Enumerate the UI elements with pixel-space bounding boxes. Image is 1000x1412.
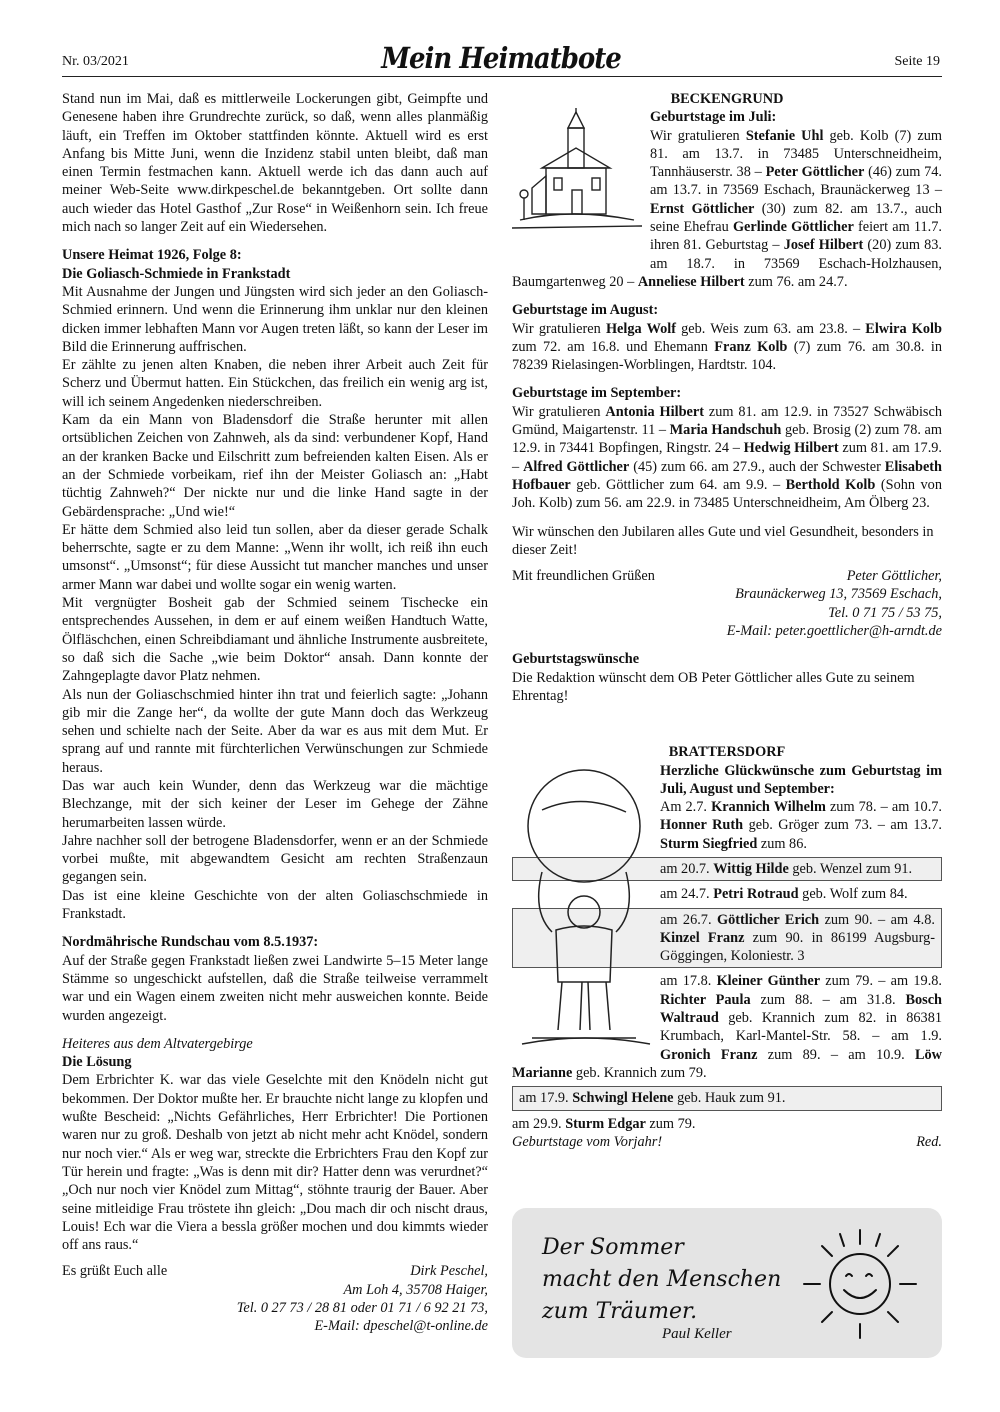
page-number: Seite 19 (894, 54, 940, 69)
quote-box (512, 1208, 942, 1358)
sun-icon (794, 1222, 924, 1348)
regards-name: Peter Göttlicher, (846, 568, 942, 585)
story-paragraph: Er zählte zu jenen alten Knaben, die neben ihrer Arbeit auch Zeit für Scherz und Übermut hatten. Ein Stückchen, das freilich ein wenig arg ist, will ich seinem Angedenken niederschreiben. (62, 357, 488, 410)
page-header (62, 44, 940, 74)
header-rule (62, 76, 942, 77)
regards-block (512, 567, 942, 585)
quote-line: Der Sommer (542, 1235, 684, 1260)
brattersdorf-heading: Herzliche Glückwünsche zum Geburtstag im Juli, August und September: (660, 762, 942, 797)
heading-goliasch: Die Goliasch-Schmiede in Frankstadt (62, 265, 291, 282)
atlas-statue-illustration (512, 762, 654, 1054)
quote-line: zum Träumer. (542, 1299, 698, 1324)
quote-line: macht den Menschen (542, 1267, 782, 1292)
brattersdorf-title: BRATTERSDORF (668, 744, 786, 761)
august-birthdays: Wir gratulieren Helga Wolf geb. Weis zum 63. am 23.8. – Elwira Kolb zum 72. am 16.8. und Ehemann Franz Kolb (7) zum 76. am 30.8. in 78239 Rielasingen-Worblingen, Hardtstr. 104. (512, 320, 942, 374)
september-heading: Geburtstage im September: (512, 385, 682, 402)
signature-block (62, 1262, 488, 1280)
regards-address: Braunäckerweg 13, 73569 Eschach, (735, 586, 942, 603)
story-paragraph: Das ist eine kleine Geschichte von der alten Goliaschschmiede in Frankstadt. (62, 887, 488, 923)
signature-email: E-Mail: dpeschel@t-online.de (314, 1318, 488, 1335)
august-heading: Geburtstage im August: (512, 302, 659, 319)
highlight-box: am 20.7. Wittig Hilde geb. Wenzel zum 91. (512, 857, 942, 881)
heading-rundschau: Nordmährische Rundschau vom 8.5.1937: (62, 934, 319, 951)
loesung-paragraph: Dem Erbrichter K. war das viele Geselchte mit den Knödeln nicht gut bekommen. Der Doktor mußte her. Er brauchte nicht lange zu klopfen und wußte Bescheid: „Nichts Gefährliches, Herr Erbrichter! Die Portionen waren nur zu groß. Deshalb von jetzt ab nicht mehr acht Knödel, sondern nur noch vier.“ Als er weg war, streckte die Erbrichters Frau den Kopf zur Tür herein und fragte: „Was is denn mit dir? Hatter denn was verurdnet?“ „Och nur noch vier Knödel zum Mittag“, stöhnte traurig der Bauer. Aber seine mitleidige Frau tröstete ihn gleich: „Dou mach dir och nischt draus, Louis! Ech war die Viera a bessla größer mochen und dou kimmts wieder off ans raus.“ (62, 1072, 488, 1254)
heading-heiteres: Heiteres aus dem Altvatergebirge (62, 1035, 253, 1052)
brattersdorf-line: am 24.7. Petri Rotraud geb. Wolf zum 84. (660, 886, 908, 903)
greeting: Es grüßt Euch alle (62, 1263, 168, 1280)
right-column (512, 90, 942, 1151)
story-paragraph: Er hätte dem Schmied also leid tun sollen, aber da dieser gerade Schalk beherrschte, sagte er zu dem Manne: „Wenn ihr wollt, ich reiß ihn euch umsonst“. „Umsonst“; für diese Aussicht tut mancher manches und unser armer Mann war dabei und wollte sogar ein wenig warten. (62, 521, 488, 593)
intro-paragraph: Stand nun im Mai, daß es mittlerweile Lockerungen gibt, Geimpfte und Genesene haben ihre Grundrechte zurück, so daß, wenn alles planmäßig läuft, ein Treffen im Oktober stattfinden könnte. Aktuell wird es erst Anfang bis Mitte Juni, wenn die Inzidenz stabil unten bleibt, daß man einen Termin festmachen kann. Aktuell werde ich das dann auch auf meiner Web-Seite www.dirkpeschel.de bekanntgeben. Ort sollte dann auch wieder das Hotel Gasthof „Zur Rose“ in Weißenhorn sein. Ich freue mich nach so langer Zeit auf ein Wiedersehen. (62, 91, 488, 236)
september-birthdays: Wir gratulieren Antonia Hilbert zum 81. am 12.9. in 73527 Schwäbisch Gmünd, Maigartenstr. 11 – Maria Handschuh geb. Brosig (2) zum 78. am 12.9. in 73441 Bopfingen, Ringstr. 24 – Hedwig Hilbert zum 81. am 17.9. – Alfred Göttlicher (45) zum 66. am 27.9., auch der Schwester Elisabeth Hofbauer geb. Göttlicher zum 64. am 9.9. – Berthold Kolb (Sohn von Joh. Kolb) zum 56. am 22.9. in 73485 Unterschneidheim, Am Ölberg 23. (512, 403, 942, 512)
story-paragraph: Kam da ein Mann von Bladensdorf die Straße herunter mit allen ortsüblichen Zeichen von Zahnweh, als da sind: verbundener Kopf, Hand an der kranken Backe und Eilschritt zum befreienden kalten Eisen. Als er an der Schmiede vorbeikam, rief ihn der Meister Goliasch an: „Habt tüchtig Zahnweh?“ Der nickte nur und die linke Hand sagte in der Gebärdensprache: „Und wie!“ (62, 412, 488, 520)
red-note: Red. (916, 1133, 942, 1150)
signature-address: Am Loh 4, 35708 Haiger, (343, 1281, 488, 1298)
july-heading: Geburtstage im Juli: (650, 109, 777, 126)
beckengrund-title: BECKENGRUND (670, 91, 784, 107)
regards-text: Mit freundlichen Grüßen (512, 568, 655, 585)
quote-author: Paul Keller (662, 1326, 732, 1342)
july-birthdays: Wir gratulieren Stefanie Uhl geb. Kolb (7) zum 81. am 13.7. in 73485 Unterschneidheim, Tannhäuserstr. 38 – Peter Göttlicher (46) zum 74. am 13.7. in 73569 Eschach, Braunäckerweg 13 – Ernst Göttlicher (30) zum 82. am 13.7., auch seine Ehefrau Gerlinde Göttlicher feiert am 11.7. ihren 81. Geburtstag – Josef Hilbert (20) zum 83. am 18.7. in 73569 Eschach-Holzhausen, Baumgartenweg 20 – Anneliese Hilbert zum 76. am 24.7. (512, 127, 942, 290)
story-paragraph: Als nun der Goliaschschmied hinter ihn trat und feierlich sagte: „Johann gib mir die Zange her“, da wollte der gute Mann doch das Werkzeug sehen und schielte nach der Seite. Aber da war es aus mit dem Mut. Er sprang auf und rannte mit fürchterlichen Verwünschungen zur Schmiede heraus. (62, 686, 488, 776)
issue-number: Nr. 03/2021 (62, 54, 129, 69)
left-column (62, 90, 488, 1336)
rundschau-paragraph: Auf der Straße gegen Frankstadt ließen zwei Landwirte 5–15 Meter lange Stämme so ungeschickt aufstellen, daß die Straße teilweise verrammelt war und ein Wagen einem zweiten nicht mehr ausweichen konnte. Beide wurden angezeigt. (62, 952, 488, 1024)
birthday-wishes-heading: Geburtstagswünsche (512, 651, 640, 668)
highlight-box: am 26.7. Göttlicher Erich zum 90. – am 4.8. Kinzel Franz zum 90. in 86199 Augsburg-Göggingen, Koloniestr. 3 (512, 908, 942, 969)
masthead-logo: Mein Heimatbote (381, 42, 621, 76)
birthday-wishes-text: Die Redaktion wünscht dem OB Peter Göttlicher alles Gute zu seinem Ehrentag! (512, 669, 915, 704)
heading-loesung: Die Lösung (62, 1054, 132, 1071)
story-paragraph: Jahre nachher soll der betrogene Bladensdorfer, wenn er an der Schmiede vorbei mußte, mit abgewandtem Gesicht am rechten Straßenzaun gegangen sein. (62, 832, 488, 886)
heading-heimat-1926: Unsere Heimat 1926, Folge 8: (62, 247, 242, 264)
wish-paragraph: Wir wünschen den Jubilaren alles Gute und viel Gesundheit, besonders in dieser Zeit! (512, 523, 934, 558)
vorjahr-note: Geburtstage vom Vorjahr! (512, 1133, 663, 1150)
signature-phone: Tel. 0 27 73 / 28 81 oder 01 71 / 6 92 21 73, (236, 1300, 488, 1316)
regards-email: E-Mail: peter.goettlicher@h-arndt.de (726, 623, 942, 640)
quote-text (542, 1232, 781, 1328)
story-paragraph: Das war auch kein Wunder, denn das Werkzeug war die mächtige Blechzange, mit der sich keiner der Leser im Gehege der Zähne herumarbeiten lassen würde. (62, 777, 488, 831)
brattersdorf-line: am 29.9. Sturm Edgar zum 79. (512, 1115, 696, 1132)
regards-phone: Tel. 0 71 75 / 53 75, (828, 604, 942, 621)
signature-name: Dirk Peschel, (410, 1263, 488, 1280)
footer-line (512, 1133, 942, 1151)
story-paragraph: Mit vergnügter Bosheit gab der Schmied seinem Tischecke ein entsprechendes Aussehen, in dem er auf einem weißen Handtuch Watte, Ölfläschchen, einen Schreibdiamant und ähnliche Instrumente ausbreitete, so daß sich die Sache „wie beim Doktor“ ansah. Dann konnte der Zahngeplagte davor Platz nehmen. (62, 595, 488, 685)
story-paragraph: Mit Ausnahme der Jungen und Jüngsten wird sich jeder an den Goliasch-Schmied erinnern. Und wenn die Erinnerung ihm unklar nur den kleinen dicken immer lebhaften Mann vor Augen treten läßt, so kann der Leser im Bild die Erinnerung auffrischen. (62, 283, 488, 355)
brattersdorf-line: am 17.8. Kleiner Günther zum 79. – am 19.8. Richter Paula zum 88. – am 31.8. Bosch Waltraud geb. Krannich zum 82. in 86381 Krumbach, Karl-Mantel-Str. 58. – am 1.9. Gronich Franz zum 89. – am 10.9. Löw Marianne geb. Krannich zum 79. (512, 973, 942, 1081)
church-illustration (512, 108, 642, 258)
brattersdorf-line: Am 2.7. Krannich Wilhelm zum 78. – am 10.7. Honner Ruth geb. Gröger zum 73. – am 13.7. Sturm Siegfried zum 86. (660, 799, 942, 852)
highlight-box: am 17.9. Schwingl Helene geb. Hauk zum 91. (512, 1086, 942, 1110)
